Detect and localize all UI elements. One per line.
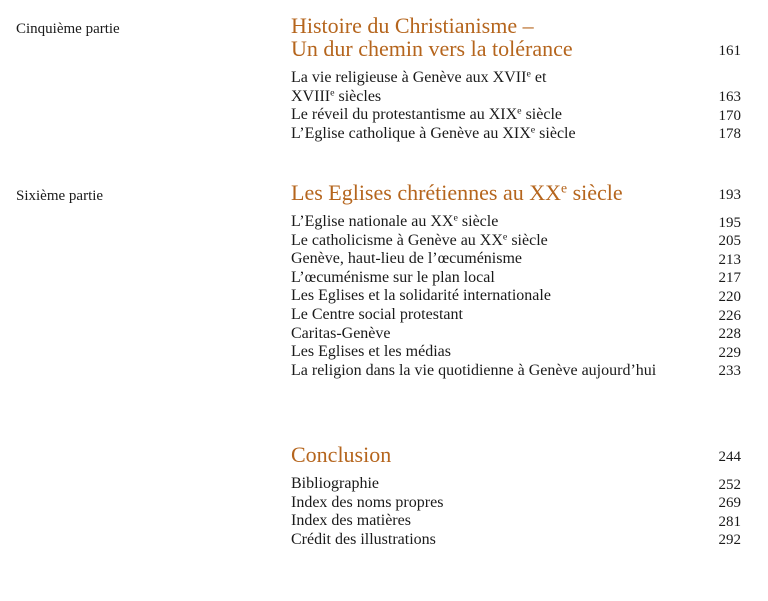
toc-entry[interactable]: Bibliographie 252 bbox=[291, 475, 741, 493]
toc-entry[interactable]: Le catholicisme à Genève au XXe siècle 205 bbox=[291, 231, 741, 250]
toc-entry[interactable]: Crédit des illustrations 292 bbox=[291, 530, 741, 549]
entry-list bbox=[291, 475, 741, 549]
page-number: 244 bbox=[718, 449, 741, 465]
page-number: 226 bbox=[718, 307, 741, 324]
page-number: 292 bbox=[718, 532, 741, 549]
part-label-sixieme: Sixième partie bbox=[16, 188, 104, 204]
page-number: 281 bbox=[718, 513, 741, 530]
page-number: 220 bbox=[718, 288, 741, 305]
toc-entry[interactable]: Le réveil du protestantisme au XIXe siècle 170 bbox=[291, 105, 741, 124]
toc-entry[interactable]: La religion dans la vie quotidienne à Genève aujourd’hui 233 bbox=[291, 361, 741, 380]
toc-entry[interactable]: L’Eglise nationale au XXe siècle 195 bbox=[291, 212, 741, 231]
toc-entry[interactable]: Les Eglises et les médias 229 bbox=[291, 343, 741, 361]
toc-entry[interactable]: Index des noms propres 269 bbox=[291, 493, 741, 512]
toc-entry[interactable]: L’œcuménisme sur le plan local 217 bbox=[291, 268, 741, 287]
toc-entry[interactable]: Caritas-Genève 228 bbox=[291, 324, 741, 343]
page-number: 269 bbox=[718, 495, 741, 512]
toc-entry[interactable]: Index des matières 281 bbox=[291, 512, 741, 530]
toc-entry[interactable]: Genève, haut-lieu de l’œcuménisme 213 bbox=[291, 250, 741, 268]
toc-entry[interactable]: La vie religieuse à Genève aux XVIIe et XVIIIe siècles 163 bbox=[291, 68, 741, 106]
toc-entry[interactable]: Le Centre social protestant 226 bbox=[291, 305, 741, 324]
section-conclusion bbox=[291, 443, 741, 549]
page-number: 252 bbox=[718, 476, 741, 493]
page-number: 170 bbox=[718, 107, 741, 124]
section-title[interactable]: Les Eglises chrétiennes au XXe siècle 193 bbox=[291, 180, 741, 205]
page-number: 195 bbox=[718, 214, 741, 231]
toc-entry[interactable]: Les Eglises et la solidarité internationale 220 bbox=[291, 287, 741, 305]
entry-list bbox=[291, 213, 741, 380]
toc-entry[interactable]: L’Eglise catholique à Genève au XIXe siècle 178 bbox=[291, 124, 741, 143]
section-title[interactable]: Conclusion 244 bbox=[291, 442, 741, 467]
page-number: 233 bbox=[718, 363, 741, 380]
page-number: 213 bbox=[718, 251, 741, 268]
page-number: 205 bbox=[718, 233, 741, 250]
section-title-line1: Histoire du Christianisme – bbox=[291, 13, 534, 38]
section-title[interactable] bbox=[291, 14, 741, 60]
entry-list bbox=[291, 69, 741, 143]
page-number: 229 bbox=[718, 344, 741, 361]
section-title-line2: Un dur chemin vers la tolérance bbox=[291, 36, 573, 61]
section-sixieme-partie bbox=[291, 181, 741, 380]
page-number: 161 bbox=[718, 43, 741, 59]
page-number: 163 bbox=[718, 89, 741, 106]
page-number: 178 bbox=[718, 126, 741, 143]
part-label-cinquieme: Cinquième partie bbox=[16, 21, 120, 37]
page-number: 217 bbox=[718, 270, 741, 287]
page-number: 193 bbox=[718, 187, 741, 203]
section-cinquieme-partie bbox=[291, 14, 741, 143]
page-number: 228 bbox=[718, 326, 741, 343]
